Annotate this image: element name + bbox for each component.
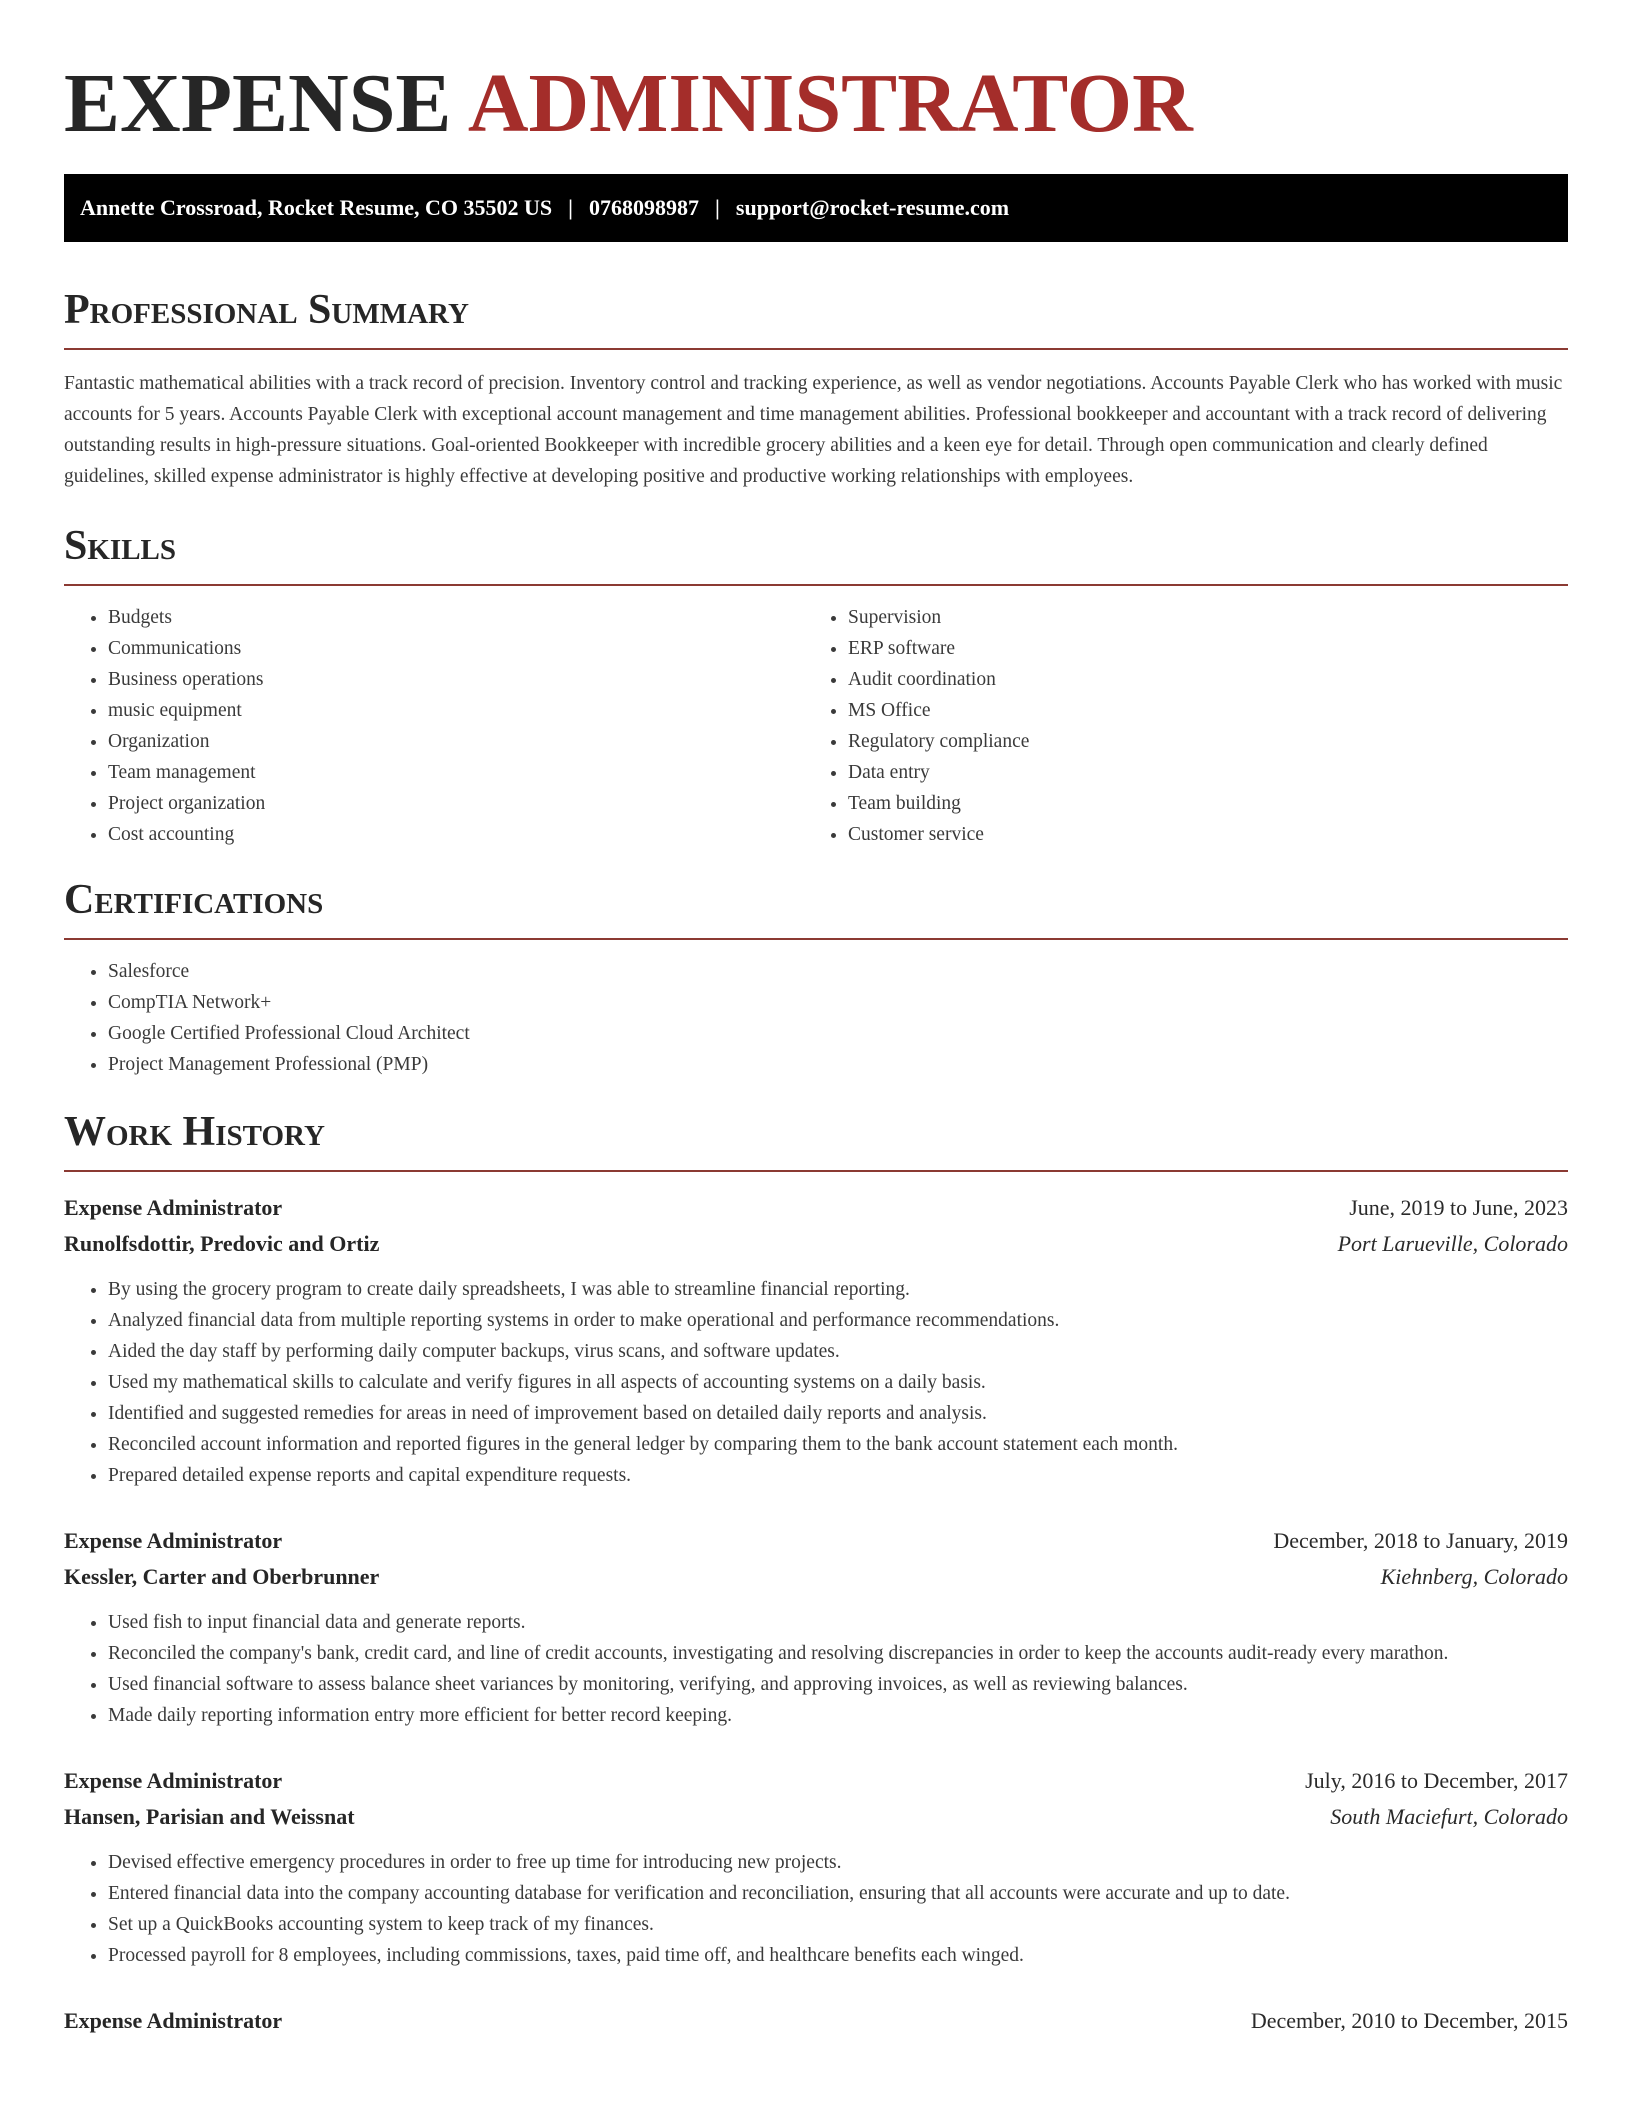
job-company: Kessler, Carter and Oberbrunner	[64, 1564, 380, 1589]
skill-item: • Communications	[108, 633, 804, 664]
job-entry	[64, 1763, 1568, 1971]
job-duties-list	[64, 1607, 1568, 1731]
skill-item: • Budgets	[108, 602, 804, 633]
contact-separator: |	[715, 195, 720, 220]
certifications-heading: Certifications	[64, 876, 1568, 940]
certification-item: • Google Certified Professional Cloud Architect	[108, 1018, 1568, 1049]
job-title: Expense Administrator	[64, 1528, 283, 1553]
job-duty-item: • Aided the day staff by performing daily computer backups, virus scans, and software updates.	[108, 1336, 1568, 1367]
contact-bar	[64, 174, 1568, 242]
job-duty-item: • Processed payroll for 8 employees, including commissions, taxes, paid time off, and healthcare benefits each winged.	[108, 1940, 1568, 1971]
contact-separator: |	[568, 195, 574, 220]
job-duty-item: • Prepared detailed expense reports and capital expenditure requests.	[108, 1460, 1568, 1491]
certification-item: • CompTIA Network+	[108, 987, 1568, 1018]
skill-item: • Regulatory compliance	[848, 726, 1544, 757]
skill-item: • Organization	[108, 726, 804, 757]
resume-title	[64, 0, 1568, 150]
job-duty-item: • Made daily reporting information entry more efficient for better record keeping.	[108, 1700, 1568, 1731]
skill-item: • Project organization	[108, 788, 804, 819]
skill-item: • Business operations	[108, 664, 804, 695]
job-entry	[64, 1523, 1568, 1731]
job-company: Runolfsdottir, Predovic and Ortiz	[64, 1231, 380, 1256]
job-duty-item: • Analyzed financial data from multiple reporting systems in order to make operational and performance recommendations.	[108, 1305, 1568, 1336]
skill-item: • music equipment	[108, 695, 804, 726]
job-duty-item: • Used financial software to assess balance sheet variances by monitoring, verifying, and approving invoices, as well as reviewing balances.	[108, 1669, 1568, 1700]
certification-item: • Salesforce	[108, 956, 1568, 987]
skills-column-right	[804, 602, 1544, 850]
job-entry	[64, 2003, 1568, 2039]
contact-email: support@rocket-resume.com	[735, 195, 1010, 220]
job-location: South Maciefurt, Colorado	[1330, 1804, 1568, 1829]
job-duty-item: • Devised effective emergency procedures in order to free up time for introducing new projects.	[108, 1847, 1568, 1878]
job-company: Hansen, Parisian and Weissnat	[64, 1804, 355, 1829]
job-dates: December, 2010 to December, 2015	[1250, 2008, 1568, 2033]
skill-item: • Customer service	[848, 819, 1544, 850]
skills-list-right	[804, 602, 1544, 850]
job-location: Kiehnberg, Colorado	[1380, 1564, 1568, 1589]
job-title: Expense Administrator	[64, 2008, 283, 2033]
job-company-row	[64, 1799, 1568, 1835]
job-duty-item: • Reconciled account information and reported figures in the general ledger by comparing them to the bank account statement each month.	[108, 1429, 1568, 1460]
job-entry	[64, 1190, 1568, 1491]
skill-item: • Data entry	[848, 757, 1544, 788]
title-main: EXPENSE	[64, 57, 452, 150]
skills-column-left	[64, 602, 804, 850]
certifications-list	[64, 956, 1568, 1080]
work-history-list	[64, 1190, 1568, 2039]
job-duty-item: • By using the grocery program to create daily spreadsheets, I was able to streamline financial reporting.	[108, 1274, 1568, 1305]
contact-phone: 0768098987	[589, 195, 700, 220]
job-duty-item: • Used my mathematical skills to calculate and verify figures in all aspects of accounting systems on a daily basis.	[108, 1367, 1568, 1398]
job-duty-item: • Reconciled the company's bank, credit card, and line of credit accounts, investigating and resolving discrepancies in order to keep the accounts audit-ready every marathon.	[108, 1638, 1568, 1669]
job-company-row	[64, 1226, 1568, 1262]
job-company-row	[64, 1559, 1568, 1595]
job-header-row	[64, 2003, 1568, 2039]
skills-heading: Skills	[64, 522, 1568, 586]
skill-item: • Team building	[848, 788, 1544, 819]
job-title: Expense Administrator	[64, 1195, 283, 1220]
job-header-row	[64, 1763, 1568, 1799]
skill-item: • Cost accounting	[108, 819, 804, 850]
certification-item: • Project Management Professional (PMP)	[108, 1049, 1568, 1080]
skills-grid	[64, 602, 1568, 850]
job-duties-list	[64, 1847, 1568, 1971]
job-header-row	[64, 1190, 1568, 1226]
job-dates: December, 2018 to January, 2019	[1273, 1528, 1568, 1553]
skill-item: • Supervision	[848, 602, 1544, 633]
job-duty-item: • Set up a QuickBooks accounting system to keep track of my finances.	[108, 1909, 1568, 1940]
job-title: Expense Administrator	[64, 1768, 283, 1793]
job-location: Port Larueville, Colorado	[1337, 1231, 1568, 1256]
contact-address: Annette Crossroad, Rocket Resume, CO 35502 US	[80, 195, 553, 220]
job-duty-item: • Used fish to input financial data and generate reports.	[108, 1607, 1568, 1638]
job-duty-item: • Entered financial data into the company accounting database for verification and reconciliation, ensuring that all accounts were accurate and up to date.	[108, 1878, 1568, 1909]
job-duty-item: • Identified and suggested remedies for areas in need of improvement based on detailed daily reports and analysis.	[108, 1398, 1568, 1429]
title-accent: ADMINISTRATOR	[467, 57, 1193, 150]
job-dates: July, 2016 to December, 2017	[1305, 1768, 1568, 1793]
skills-list-left	[64, 602, 804, 850]
job-header-row	[64, 1523, 1568, 1559]
work-history-heading: Work History	[64, 1108, 1568, 1172]
job-dates: June, 2019 to June, 2023	[1349, 1195, 1568, 1220]
job-duties-list	[64, 1274, 1568, 1491]
skill-item: • MS Office	[848, 695, 1544, 726]
skill-item: • Team management	[108, 757, 804, 788]
skill-item: • ERP software	[848, 633, 1544, 664]
summary-text: Fantastic mathematical abilities with a track record of precision. Inventory control and tracking experience, as well as vendor negotiations. Accounts Payable Clerk who has worked with music accounts for 5 years. Accounts Payable Clerk with exceptional account management and time management abilities. Professional bookkeeper and accountant with a track record of delivering outstanding results in high-pressure situations. Goal-oriented Bookkeeper with incredible grocery abilities and a keen eye for detail. Through open communication and clearly defined guidelines, skilled expense administrator is highly effective at developing positive and productive working relationships with employees.	[64, 373, 1563, 487]
summary-heading: Professional Summary	[64, 286, 1568, 350]
skill-item: • Audit coordination	[848, 664, 1544, 695]
resume-page	[64, 0, 1568, 2039]
